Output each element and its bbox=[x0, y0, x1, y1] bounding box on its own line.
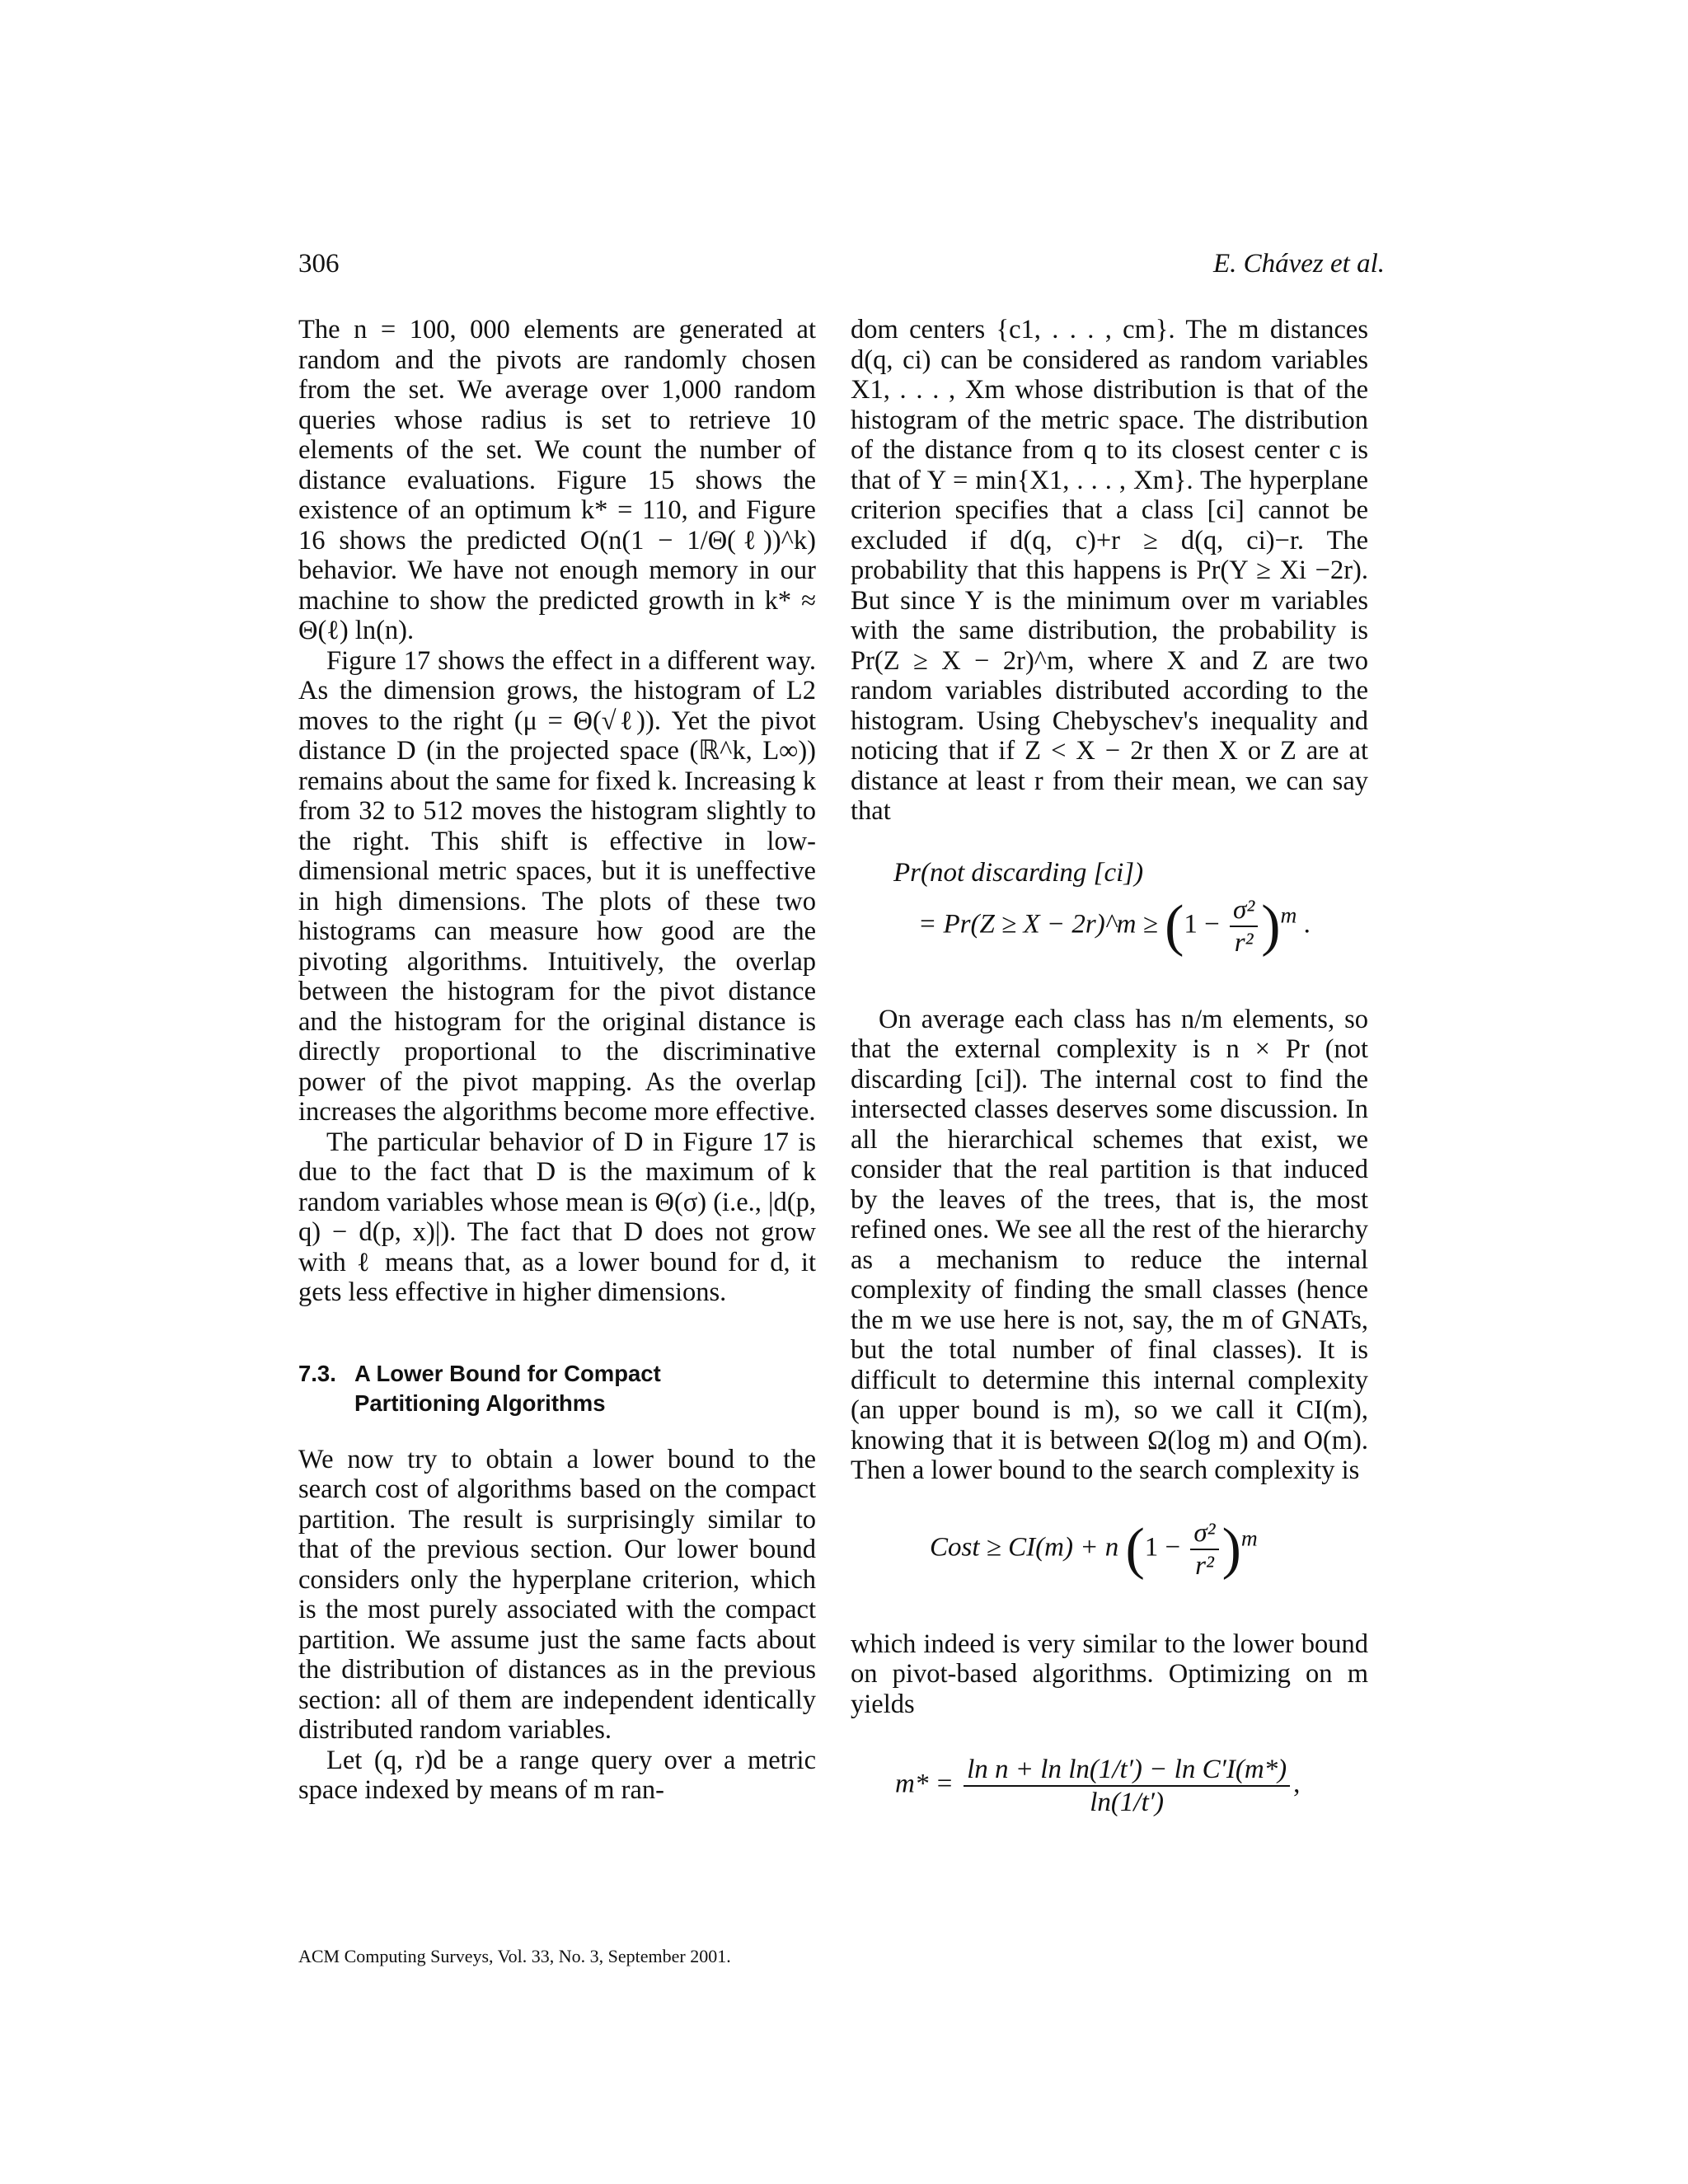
equation-row bbox=[893, 894, 1368, 958]
footer-citation: ACM Computing Surveys, Vol. 33, No. 3, September 2001. bbox=[298, 1946, 731, 1966]
equation-one-minus: 1 − bbox=[1184, 909, 1220, 940]
paragraph: The particular behavior of D in Figure 17 is due to the fact that D is the maximum of k random variables whose mean is Θ(σ) (i.e., |d(p, q) − d(p, x)|). The fact that D does not grow with ℓ means that, as a lower bound for d, it gets less effective in higher dimensions. bbox=[298, 1127, 816, 1307]
page-number: 306 bbox=[298, 249, 340, 279]
equation-cost-bound bbox=[851, 1517, 1368, 1582]
fraction bbox=[1190, 1517, 1218, 1582]
paragraph: The n = 100, 000 elements are generated at random and the pivots are randomly chosen from the set. We average over 1,000 random queries whose radius is set to retrieve 10 elements of the set. We count the number of distance evaluations. Figure 15 shows the existence of an optimum k* = 110, and Figure 16 shows the predicted O(n(1 − 1/Θ(ℓ))^k) behavior. We have not enough memory in our machine to show the predicted growth in k* ≈ Θ(ℓ) ln(n). bbox=[298, 315, 816, 645]
equation-lhs: Cost ≥ CI(m) + n bbox=[930, 1532, 1119, 1563]
equation-one-minus: 1 − bbox=[1144, 1532, 1181, 1563]
section-title-line1: A Lower Bound for Compact bbox=[354, 1360, 661, 1386]
right-paren: ) bbox=[1261, 893, 1281, 958]
fraction-numerator: σ² bbox=[1230, 894, 1258, 927]
equation-probability-bound bbox=[851, 855, 1368, 958]
left-paren: ( bbox=[1165, 893, 1184, 958]
fraction bbox=[964, 1754, 1290, 1818]
paragraph: dom centers {c1, . . . , cm}. The m distances d(q, ci) can be considered as random variables X1, . . . , Xm whose distribution is that of the histogram of the metric space. The distribution of the distance from q to its closest center c is that of Y = min{X1, . . . , Xm}. The hyperplane criterion specifies that a class [ci] cannot be excluded if d(q, c)+r ≥ d(q, ci)−r. The probability that this happens is Pr(Y ≥ Xi −2r). But since Y is the minimum over m variables with the same distribution, the probability is Pr(Z ≥ X − 2r)^m, where X and Z are two random variables distributed according to the histogram. Using Chebyschev's inequality and noticing that if Z < X − 2r then X or Z are at distance at least r from their mean, we can say that bbox=[851, 315, 1368, 826]
exponent: m bbox=[1240, 1525, 1258, 1551]
equation-end: . bbox=[1303, 909, 1311, 940]
equation-lhs: m* = bbox=[895, 1769, 954, 1799]
paragraph: On average each class has n/m elements, so that the external complexity is n × Pr (not discarding [ci]). The internal cost to find the intersected classes deserves some discussion. In all the hierarchical schemes that exist, we consider that the real partition is that induced by the leaves of the trees, that is, the most refined ones. We see all the rest of the hierarchy as a mechanism to reduce the internal complexity of finding the small classes (hence the m we use here is not, say, the m of GNATs, but the total number of final classes). It is difficult to determine this internal complexity (an upper bound is m), so we call it CI(m), knowing that it is between Ω(log m) and O(m). Then a lower bound to the search complexity is bbox=[851, 1004, 1368, 1485]
fraction-numerator: ln n + ln ln(1/t′) − ln C′I(m*) bbox=[964, 1754, 1290, 1787]
equation-lhs: Pr(not discarding [ci]) bbox=[893, 857, 1144, 888]
paragraph: Figure 17 shows the effect in a different way. As the dimension grows, the histogram of L2 moves to the right (μ = Θ(√ℓ)). Yet the pivot distance D (in the projected space (ℝ^k, L∞)) remains about the same for fixed k. Increasing k from 32 to 512 moves the histogram slightly to the right. This shift is effective in low-dimensional metric spaces, but it is uneffective in high dimensions. The plots of these two histograms can measure how good are the pivoting algorithms. Intuitively, the overlap between the histogram for the pivot distance and the histogram for the original distance is directly proportional to the discriminative power of the pivot mapping. As the overlap increases the algorithms become more effective. bbox=[298, 645, 816, 1127]
section-heading bbox=[298, 1359, 816, 1418]
running-head: E. Chávez et al. bbox=[1212, 249, 1385, 279]
fraction-denominator: ln(1/t′) bbox=[1090, 1788, 1164, 1817]
left-column bbox=[298, 315, 816, 1806]
exponent: m bbox=[1280, 902, 1297, 928]
equation-mid: = Pr(Z ≥ X − 2r)^m ≥ bbox=[918, 909, 1158, 940]
section-title-line2: Partitioning Algorithms bbox=[354, 1390, 606, 1416]
fraction bbox=[1230, 894, 1258, 958]
equation-end: , bbox=[1293, 1769, 1301, 1799]
fraction-denominator: r² bbox=[1195, 1550, 1214, 1581]
fraction-denominator: r² bbox=[1234, 927, 1254, 958]
left-paren: ( bbox=[1125, 1516, 1145, 1581]
fraction-numerator: σ² bbox=[1190, 1517, 1218, 1550]
paragraph: which indeed is very similar to the lower bound on pivot-based algorithms. Optimizing on m yields bbox=[851, 1629, 1368, 1719]
equation-optimum-m bbox=[851, 1754, 1368, 1818]
right-paren: ) bbox=[1221, 1516, 1241, 1581]
paragraph: We now try to obtain a lower bound to the search cost of algorithms based on the compact partition. The result is surprisingly similar to that of the previous section. Our lower bound considers only the hyperplane criterion, which is the most purely associated with the compact partition. We assume just the same facts about the distribution of distances as in the previous section: all of them are independent identically distributed random variables. bbox=[298, 1444, 816, 1745]
section-number: 7.3. bbox=[298, 1360, 336, 1386]
right-column bbox=[851, 315, 1368, 1818]
paragraph: Let (q, r)d be a range query over a metric space indexed by means of m ran- bbox=[298, 1745, 816, 1805]
